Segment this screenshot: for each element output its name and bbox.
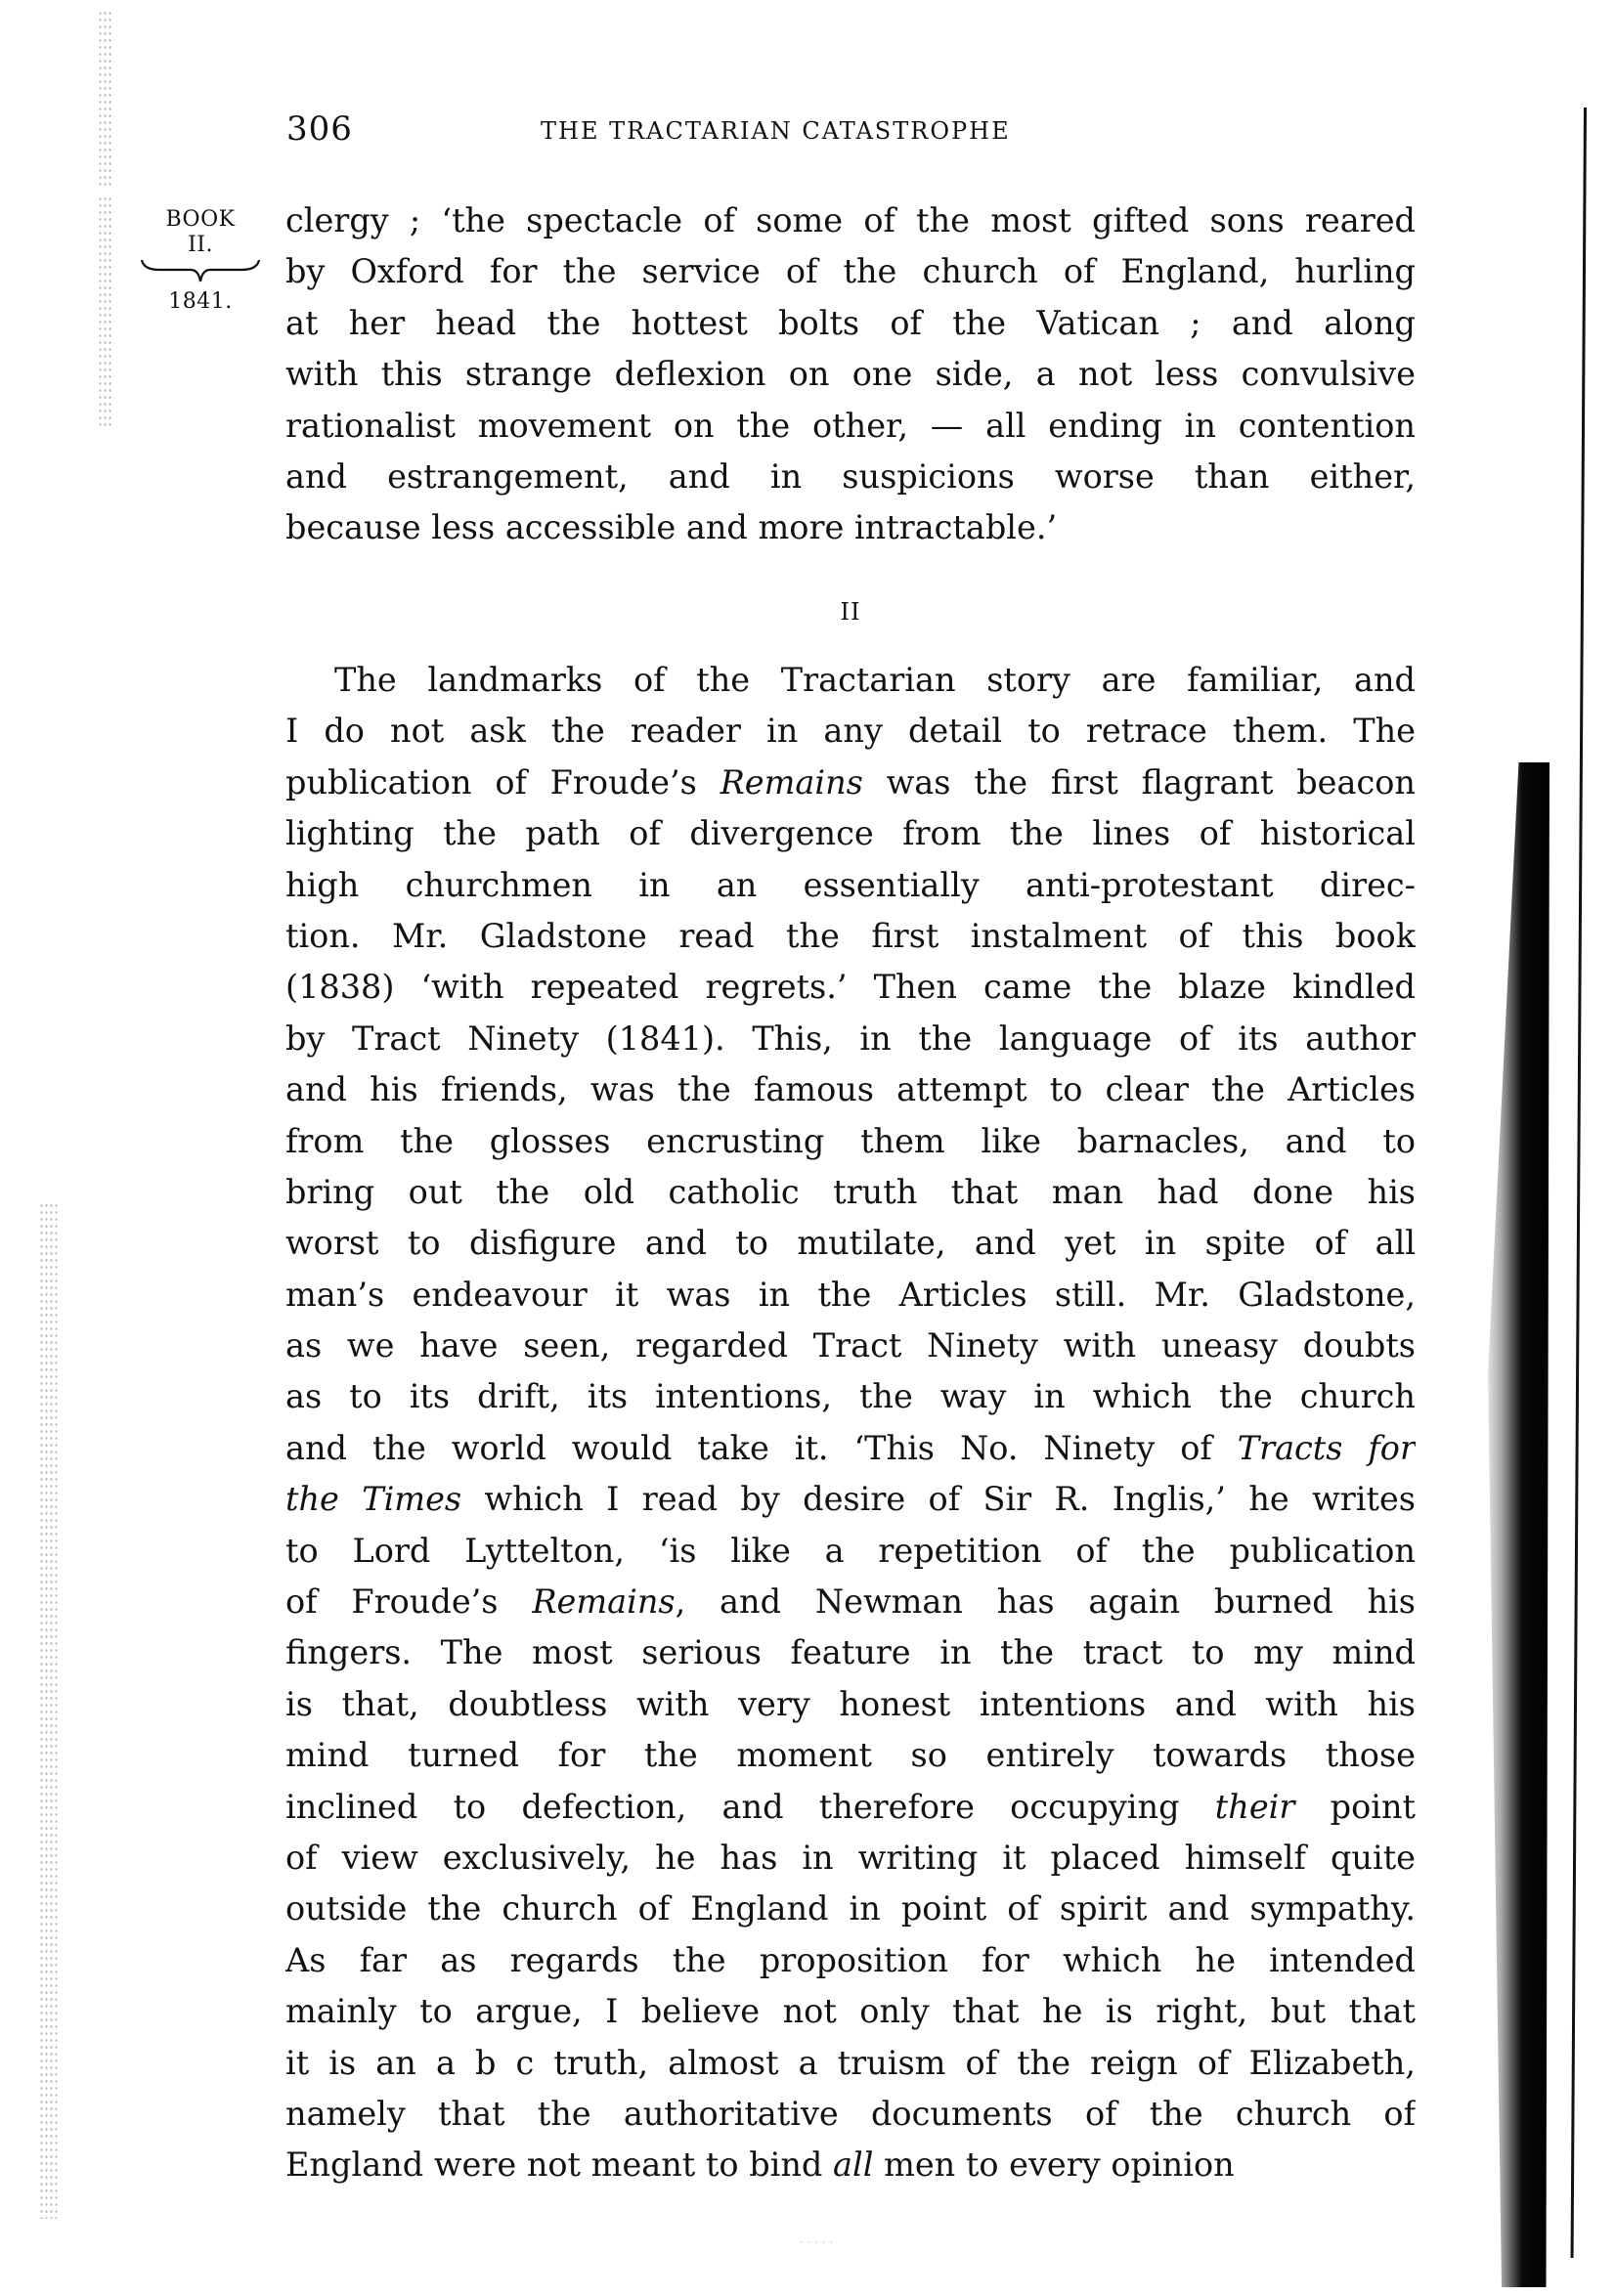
text-line (285, 2140, 1416, 2190)
text-line: tion. Mr. Gladstone read the first instalment of this book (285, 916, 1416, 955)
text-line: by Tract Ninety (1841). This, in the language of its author (285, 1018, 1416, 1058)
text-line (285, 1423, 1416, 1474)
scan-speckle (39, 1202, 59, 2219)
text-line: As far as regards the proposition for which he intended (285, 1940, 1416, 1979)
paragraph-landmarks (285, 655, 1416, 2191)
text-line: man’s endeavour it was in the Articles still. Mr. Gladstone, (285, 1275, 1416, 1314)
curly-brace-icon (140, 258, 261, 283)
text-line: it is an a b c truth, almost a truism of the reign of Elizabeth, (285, 2043, 1416, 2082)
text-line: worst to disfigure and to mutilate, and yet in spite of all (285, 1224, 1416, 1263)
italic-title: the Times (285, 1480, 462, 1519)
text-line: rationalist movement on the other, — all ending in contention (285, 406, 1416, 445)
text-line: at her head the hottest bolts of the Vatican ; and along (285, 303, 1416, 342)
text-line: (1838) ‘with repeated regrets.’ Then came the blaze kindled (285, 968, 1416, 1007)
text-line: as we have seen, regarded Tract Ninety with uneasy doubts (285, 1326, 1416, 1365)
sidenote-volume: II. (188, 233, 213, 257)
text-line: mainly to argue, I believe not only that he is right, but that (285, 1992, 1416, 2031)
text-segment: of Froude’s (285, 1582, 533, 1622)
text-segment: point (1294, 1787, 1416, 1826)
text-line: fingers. The most serious feature in the tract to my mind (285, 1633, 1416, 1672)
text-line: as to its drift, its intentions, the way in which the church (285, 1377, 1416, 1416)
text-line: to Lord Lyttelton, ‘is like a repetition of the publication (285, 1531, 1416, 1570)
text-line: bring out the old catholic truth that man had done his (285, 1172, 1416, 1211)
italic-title: Remains (532, 1582, 676, 1622)
italic-title: Tracts for (1237, 1428, 1416, 1467)
section-heading: II (840, 598, 861, 626)
text-line: of view exclusively, he has in writing it placed himself quite (285, 1838, 1416, 1877)
page-number: 306 (286, 109, 353, 149)
sidenote-year: 1841. (168, 289, 233, 314)
text-line: namely that the authoritative documents of the church of (285, 2094, 1416, 2133)
text-segment: , and Newman has again burned his (675, 1582, 1416, 1622)
scan-speckle (98, 10, 111, 186)
text-line: and estrangement, and in suspicions worse than either, (285, 456, 1416, 496)
text-line: The landmarks of the Tractarian story are familiar, and (334, 661, 1416, 699)
text-segment: men to every opinion (873, 2145, 1235, 2185)
text-line: high churchmen in an essentially anti-protestant direc- (285, 865, 1416, 904)
text-line (285, 758, 1416, 808)
italic-title: their (1214, 1787, 1295, 1826)
scan-speckle (98, 195, 111, 430)
text-segment: which I read by desire of Sir R. Inglis,’ he writes (461, 1480, 1416, 1519)
text-segment: was the first flagrant beacon (862, 762, 1416, 801)
text-line: because less accessible and more intractable.’ (285, 508, 1058, 547)
italic-title: all (833, 2145, 874, 2185)
italic-title: Remains (720, 762, 863, 801)
text-line: with this strange deflexion on one side, a not less convulsive (285, 355, 1416, 394)
page-binding-shadow (1481, 762, 1550, 2287)
text-line: and his friends, was the famous attempt to clear the Articles (285, 1070, 1416, 1109)
text-segment: publication of Froude’s (285, 762, 720, 801)
text-line: I do not ask the reader in any detail to retrace them. The (285, 712, 1416, 751)
text-line (285, 1782, 1416, 1833)
text-line (285, 1474, 1416, 1525)
text-segment: England were not meant to bind (285, 2145, 834, 2185)
sidenote-book: BOOK (165, 207, 236, 232)
running-head (286, 109, 1417, 152)
text-line: lighting the path of divergence from the lines of historical (285, 814, 1416, 853)
running-title: THE TRACTARIAN CATASTROPHE (541, 117, 1011, 145)
text-line: mind turned for the moment so entirely towards those (285, 1736, 1416, 1775)
margin-sidenote (137, 207, 264, 315)
text-line: from the glosses encrusting them like barnacles, and to (285, 1121, 1416, 1160)
text-line: outside the church of England in point of spirit and sympathy. (285, 1889, 1416, 1928)
text-line (285, 1577, 1416, 1627)
text-line: is that, doubtless with very honest intentions and with his (285, 1684, 1416, 1723)
page-edge-line (1571, 108, 1587, 2258)
footer-smudge: · · · · · (800, 2238, 834, 2248)
paragraph-continued (285, 195, 1416, 554)
text-line: clergy ; ‘the spectacle of some of the most gifted sons reared (285, 201, 1416, 239)
text-segment: inclined to defection, and therefore occupying (285, 1787, 1215, 1826)
text-segment: and the world would take it. ‘This No. Ninety of (285, 1428, 1238, 1467)
text-line: by Oxford for the service of the church of England, hurling (285, 252, 1416, 291)
